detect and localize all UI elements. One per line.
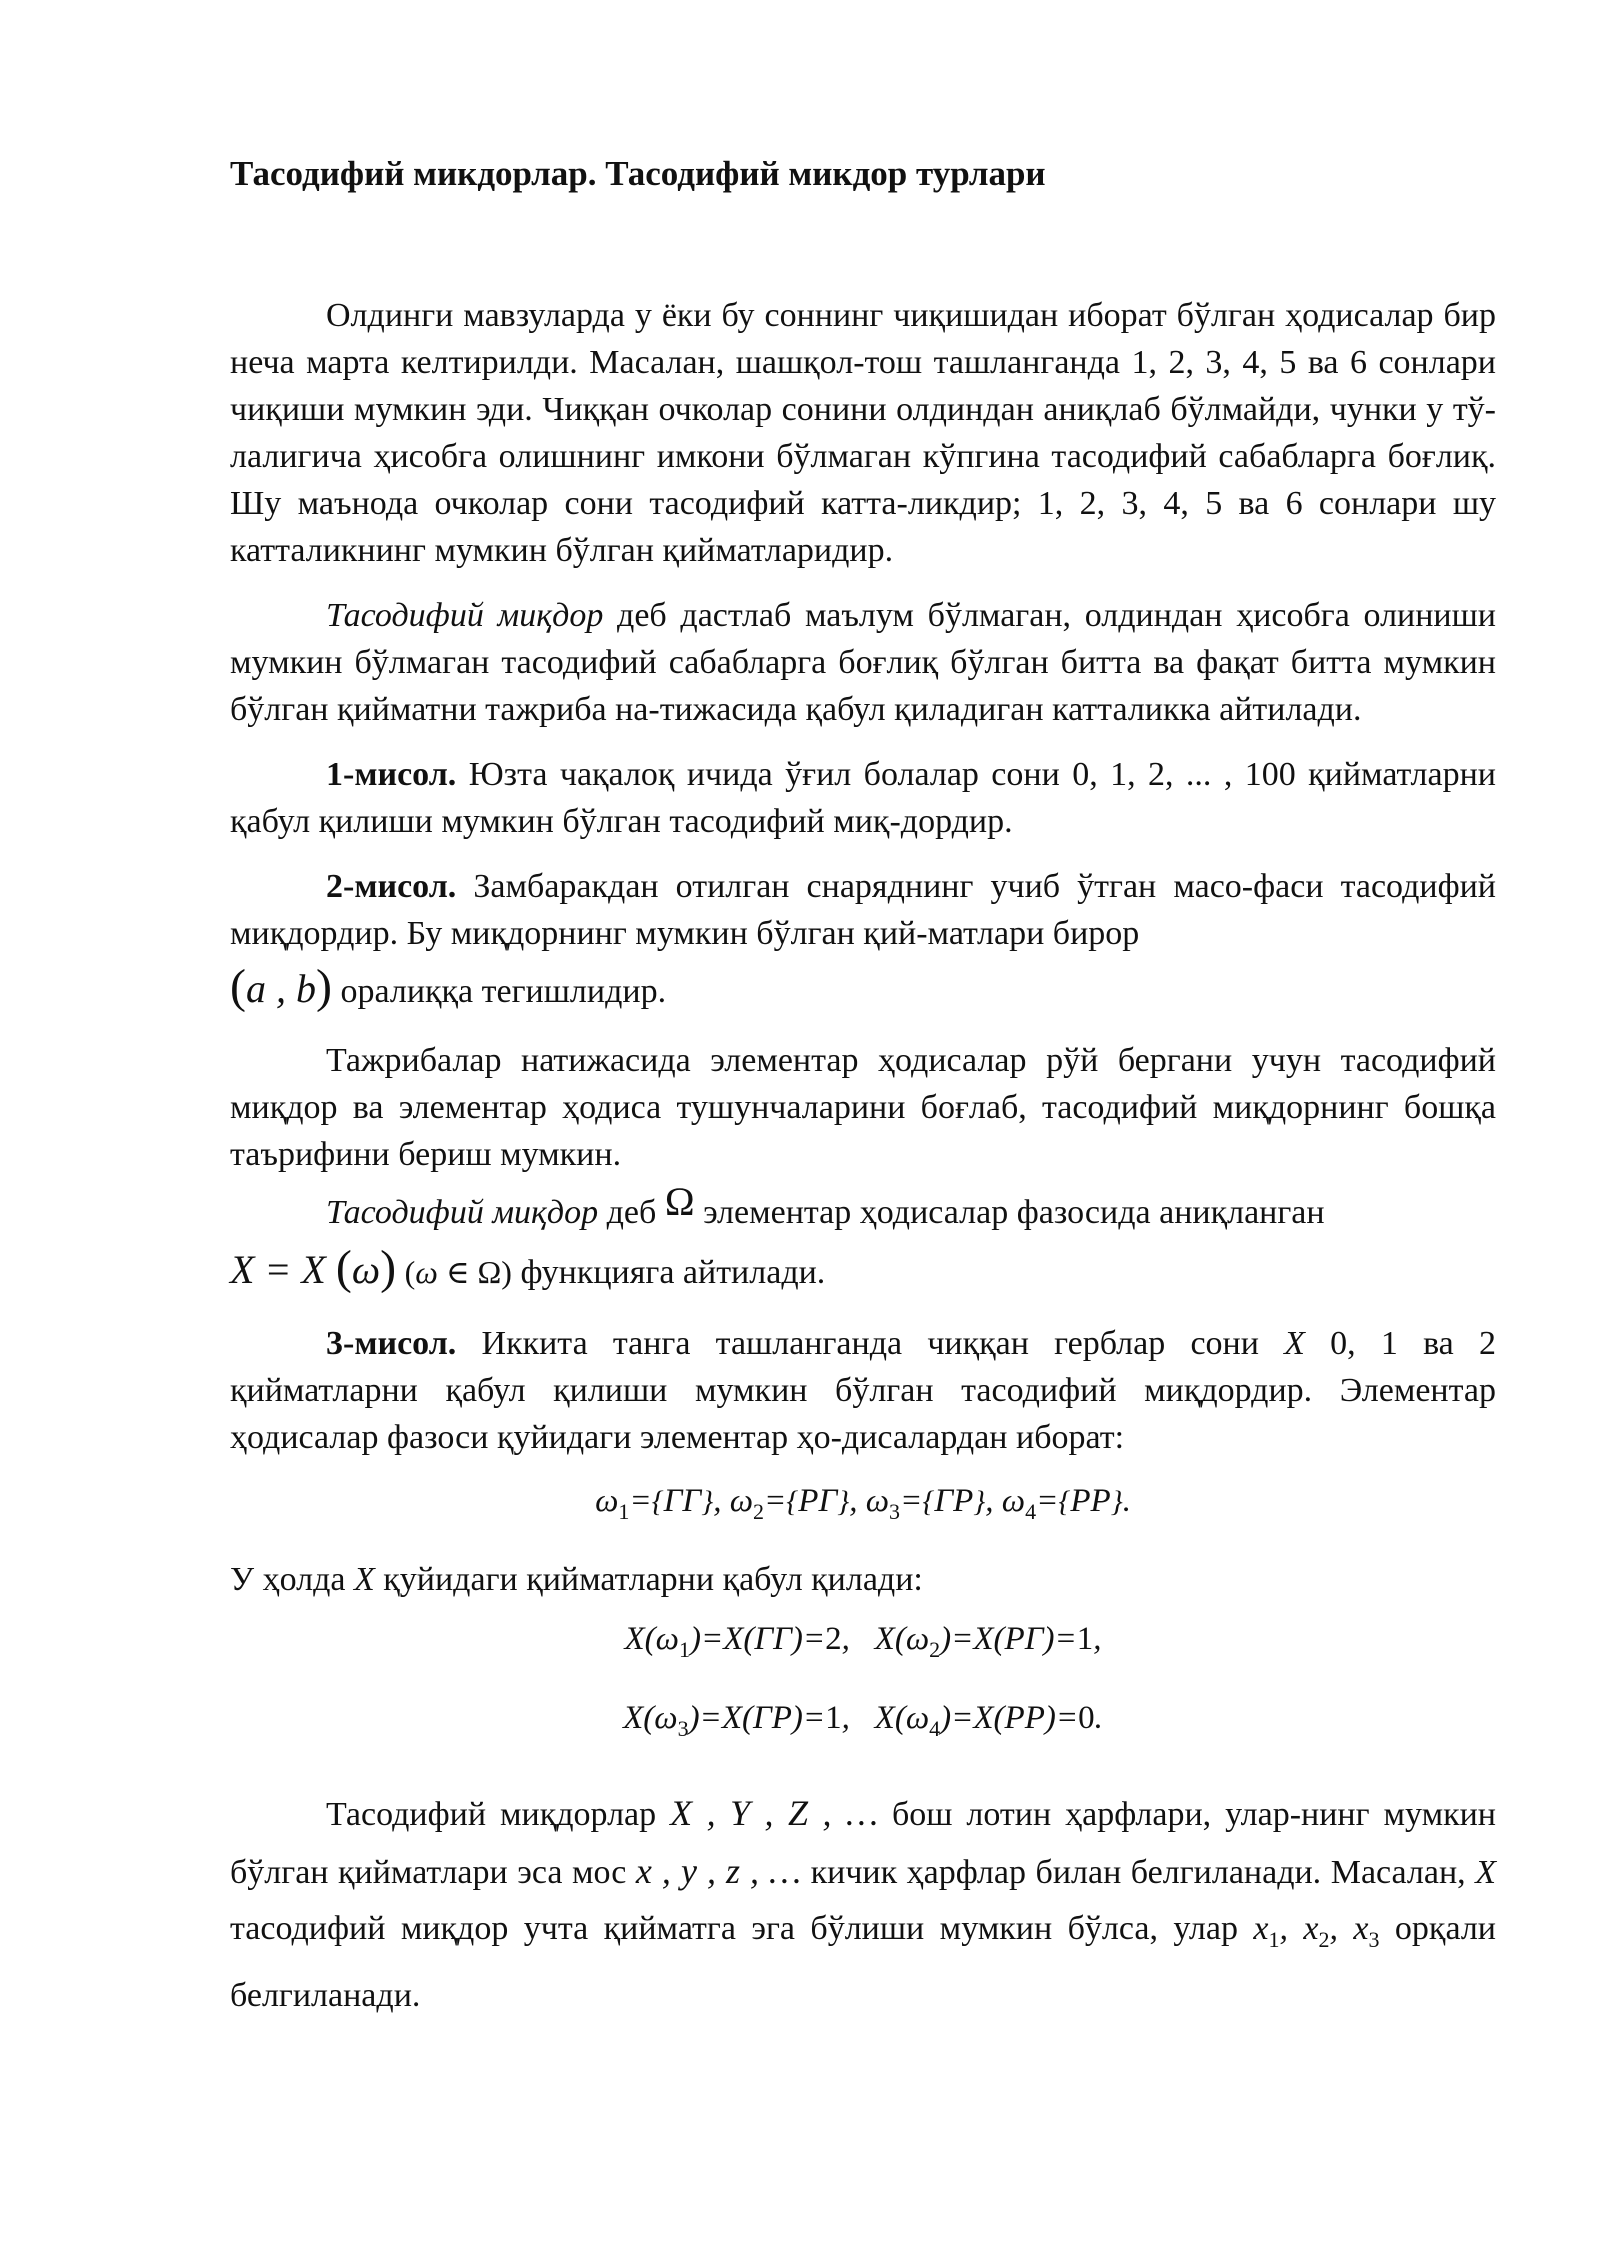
interval-formula: (a , b) [230,960,332,1013]
outcome-space-formula: $\omega_1=\{ГГ\}$, $\omega_2=\{РГ\}$, $\omega_3=\{ГР\}$, $\omega_4=\{РР\}$. [595,1483,1131,1524]
variable-x: X [1284,1325,1305,1362]
definition-2-text-a: деб [598,1194,665,1231]
paragraph-values-intro: У ҳолда X қуйидаги қийматларни қабул қилади: [230,1561,923,1598]
example-1-label: 1-мисол. [326,756,457,793]
capital-letters-formula: X , Y , Z , … [670,1793,878,1833]
document-page [230,150,1496,2024]
values-formula-row-1: $X(\omega_1)=X(ГГ)=2$, $X(\omega_2)=X(РГ)=1$, [624,1621,1102,1662]
function-formula: X = X (ω) [230,1241,397,1294]
page-title: Тасодифий микдорлар. Тасодифий микдор турлари [230,154,1046,193]
paragraph-notation: Тасодифий миқдорлар X , Y , Z , … бош лотин ҳарфлари, улар-нинг мумкин бўлган қийматлари эса мос x , y , z , … кичик ҳарфлар билан белгиланади. Масалан, X тасодифий миқдор учта қийматга эга бўлиши мумкин бўлса, улар $x_1$, $x_2$, $x_3$ орқали белгиланади. [230,1793,1497,2014]
x-values-formula: $x_1$, $x_2$, $x_3$ [1253,1910,1380,1952]
example-1-text: Юзта чақалоқ ичида ўғил болалар сони 0, 1, 2, ... , 100 қийматларни қабул қилиши мумкин бўлган тасодифий миқ-дордир. [230,756,1496,840]
omega-set-symbol: Ω [664,1179,695,1224]
example-1 [230,751,1496,845]
example-2-text: Замбаракдан отилган снаряднинг учиб ўтган масо-фаси тасодифий миқдордир. Бу миқдорнинг мумкин бўлган қий-матлари бирор [230,868,1496,952]
example-2-tail: оралиққа тегишлидир. [331,973,667,1010]
example-2-label: 2-мисол. [326,868,457,905]
example-3-label: 3-мисол. [326,1325,457,1362]
example-3-text-a: Иккита танга ташланганда чиққан герблар сони [456,1325,1285,1362]
paragraph-intro: Олдинги мавзуларда у ёки бу соннинг чиқишидан иборат бўлган ҳодисалар бир неча марта келтирилди. Масалан, шашқол-тош ташланганда 1, 2, 3, 4, 5 ва 6 сонлари чиқиши мумкин эди. Чиққан очколар сонини олдиндан аниқлаб бўлмайди, чунки у тў-лалигича ҳисобга олишнинг имкони бўлмаган кўпгина тасодифий сабабларга боғлиқ. Шу маънода очколар сони тасодифий катта-ликдир; 1, 2, 3, 4, 5 ва 6 сонлари шу катталикнинг мумкин бўлган қийматларидир. [230,297,1496,569]
values-formula-row-2: $X(\omega_3)=X(ГР)=1$, $X(\omega_4)=X(РР)=0$. [623,1700,1103,1741]
definition-2-text-c: функцияга айтилади. [511,1254,826,1291]
small-letters-formula: x , y , z , … [635,1851,802,1891]
domain-formula: (ω ∈ Ω) [404,1254,512,1290]
paragraph-connection: Тажрибалар натижасида элементар ҳодисалар рўй бергани учун тасодифий миқдор ва элементар ҳодиса тушунчаларини боғлаб, тасодифий миқдорнинг бошқа таърифини бериш мумкин. [230,1042,1496,1173]
example-2 [230,863,1496,1019]
term-random-variable-2: Тасодифий миқдор [326,1194,599,1231]
term-random-variable: Тасодифий миқдор [326,597,604,634]
definition-text: деб дастлаб маълум бўлмаган, олдиндан ҳисобга олиниши мумкин бўлмаган тасодифий сабабларга боғлиқ бўлган битта ва фақат битта мумкин бўлган қийматни тажриба на-тижасида қабул қиладиган катталикка айтилади. [230,597,1497,728]
example-3-text-b: 0, 1 ва 2 қийматларни қабул қилиши мумкин бўлган тасодифий миқдордир. Элементар ҳодисалар фазоси қуйидаги элементар ҳо-дисалардан иборат: [230,1325,1496,1456]
example-3 [230,1320,1496,1461]
paragraph-definition-2 [230,1178,1496,1302]
paragraph-definition [230,592,1496,733]
definition-2-text-b: элементар ҳодисалар фазосида аниқланган [694,1194,1325,1231]
